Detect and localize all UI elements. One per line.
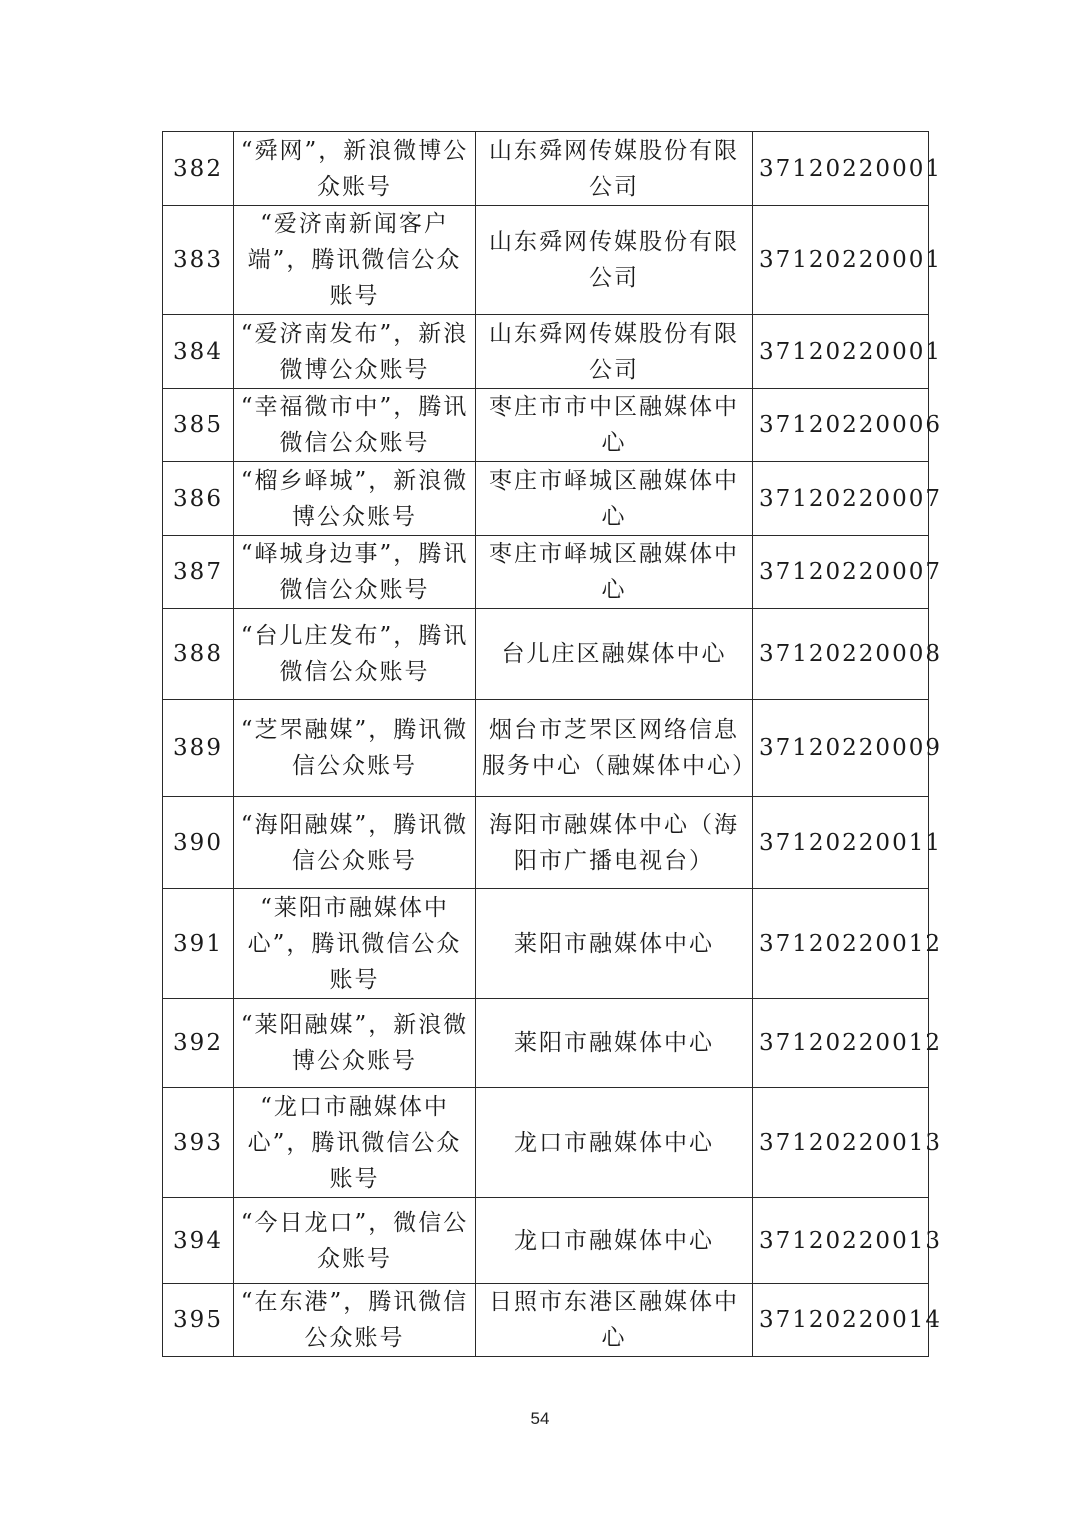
table-row (163, 1198, 929, 1284)
registration-code: 37120220013 (753, 1088, 929, 1198)
organization-name: 龙口市融媒体中心 (476, 1198, 753, 1284)
account-name: “芝罘融媒”，腾讯微信公众账号 (234, 700, 476, 797)
account-name: “海阳融媒”，腾讯微信公众账号 (234, 797, 476, 889)
table-row (163, 389, 929, 462)
row-number: 386 (163, 462, 234, 536)
registration-code: 37120220012 (753, 889, 929, 999)
organization-name: 烟台市芝罘区网络信息服务中心（融媒体中心） (476, 700, 753, 797)
organization-name: 莱阳市融媒体中心 (476, 889, 753, 999)
organization-name: 山东舜网传媒股份有限公司 (476, 132, 753, 206)
organization-name: 海阳市融媒体中心（海阳市广播电视台） (476, 797, 753, 889)
registration-table (162, 131, 942, 1357)
table-row (163, 132, 929, 206)
registration-code: 37120220007 (753, 536, 929, 609)
row-number: 383 (163, 206, 234, 315)
organization-name: 枣庄市市中区融媒体中心 (476, 389, 753, 462)
row-number: 392 (163, 999, 234, 1088)
organization-name: 龙口市融媒体中心 (476, 1088, 753, 1198)
account-name: “榴乡峄城”，新浪微博公众账号 (234, 462, 476, 536)
registration-code: 37120220007 (753, 462, 929, 536)
account-name: “莱阳融媒”，新浪微博公众账号 (234, 999, 476, 1088)
account-name: “爱济南发布”，新浪微博公众账号 (234, 315, 476, 389)
row-number: 389 (163, 700, 234, 797)
table-row (163, 206, 929, 315)
table-row (163, 797, 929, 889)
table-row (163, 999, 929, 1088)
row-number: 395 (163, 1284, 234, 1357)
account-name: “莱阳市融媒体中心”，腾讯微信公众账号 (234, 889, 476, 999)
table-row (163, 700, 929, 797)
registration-code: 37120220006 (753, 389, 929, 462)
row-number: 387 (163, 536, 234, 609)
row-number: 394 (163, 1198, 234, 1284)
registration-code: 37120220001 (753, 206, 929, 315)
table-row (163, 315, 929, 389)
account-name: “峄城身边事”，腾讯微信公众账号 (234, 536, 476, 609)
registration-code: 37120220009 (753, 700, 929, 797)
row-number: 384 (163, 315, 234, 389)
table-row (163, 462, 929, 536)
table-row (163, 536, 929, 609)
account-name: “龙口市融媒体中心”，腾讯微信公众账号 (234, 1088, 476, 1198)
organization-name: 日照市东港区融媒体中心 (476, 1284, 753, 1357)
table-row (163, 609, 929, 700)
account-name: “今日龙口”，微信公众账号 (234, 1198, 476, 1284)
account-name: “爱济南新闻客户端”，腾讯微信公众账号 (234, 206, 476, 315)
account-name: “舜网”，新浪微博公众账号 (234, 132, 476, 206)
registration-code: 37120220001 (753, 132, 929, 206)
registration-code: 37120220008 (753, 609, 929, 700)
table-row (163, 889, 929, 999)
row-number: 382 (163, 132, 234, 206)
registration-code: 37120220001 (753, 315, 929, 389)
account-name: “幸福微市中”，腾讯微信公众账号 (234, 389, 476, 462)
row-number: 391 (163, 889, 234, 999)
organization-name: 台儿庄区融媒体中心 (476, 609, 753, 700)
table-row (163, 1284, 929, 1357)
organization-name: 莱阳市融媒体中心 (476, 999, 753, 1088)
row-number: 390 (163, 797, 234, 889)
registration-code: 37120220014 (753, 1284, 929, 1357)
page-number: 54 (530, 1409, 550, 1428)
organization-name: 枣庄市峄城区融媒体中心 (476, 462, 753, 536)
row-number: 385 (163, 389, 234, 462)
account-name: “台儿庄发布”，腾讯微信公众账号 (234, 609, 476, 700)
organization-name: 山东舜网传媒股份有限公司 (476, 206, 753, 315)
organization-name: 山东舜网传媒股份有限公司 (476, 315, 753, 389)
registration-code: 37120220013 (753, 1198, 929, 1284)
account-name: “在东港”，腾讯微信公众账号 (234, 1284, 476, 1357)
registration-code: 37120220011 (753, 797, 929, 889)
row-number: 388 (163, 609, 234, 700)
organization-name: 枣庄市峄城区融媒体中心 (476, 536, 753, 609)
registration-code: 37120220012 (753, 999, 929, 1088)
table-row (163, 1088, 929, 1198)
row-number: 393 (163, 1088, 234, 1198)
